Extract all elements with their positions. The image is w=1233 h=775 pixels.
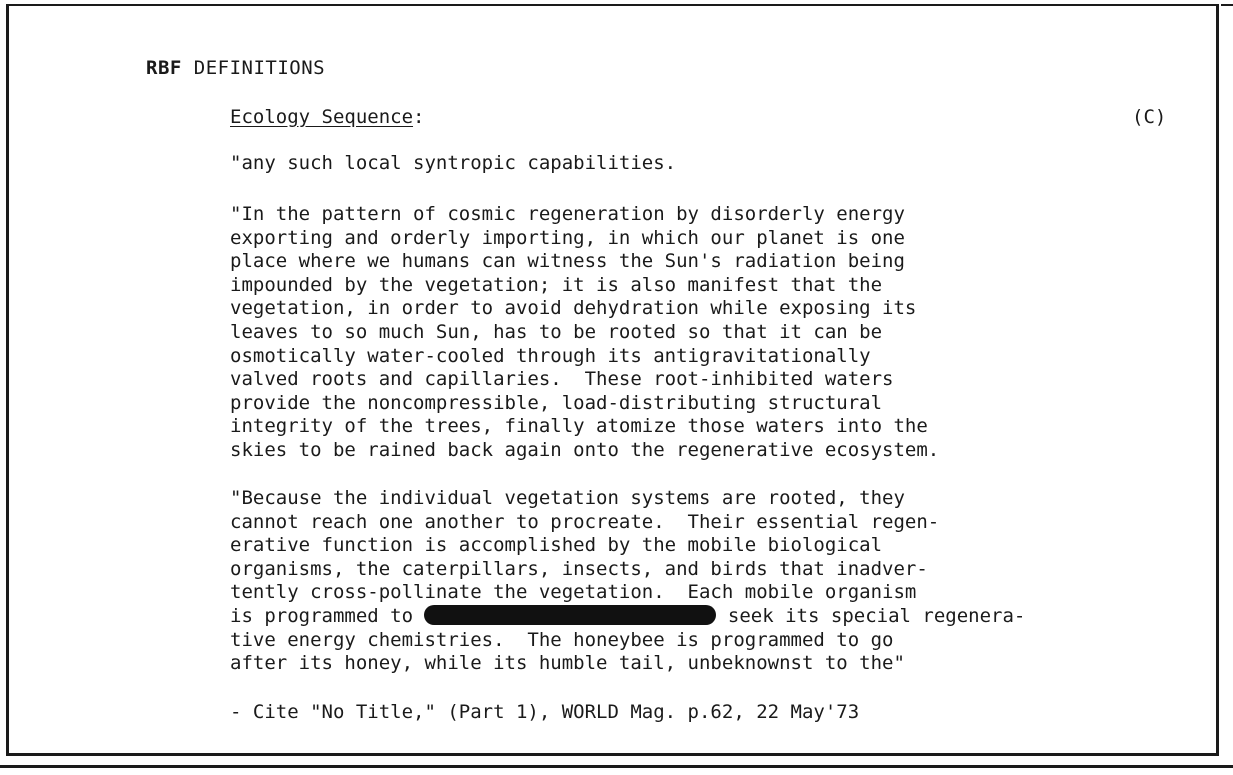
text-line: after its honey, while its humble tail, unbeknownst to the" xyxy=(230,652,905,675)
text-line: valved roots and capillaries. These root-inhibited waters xyxy=(230,368,894,391)
text-line: tently cross-pollinate the vegetation. Each mobile organism xyxy=(230,581,917,604)
text-line: place where we humans can witness the Sun's radiation being xyxy=(230,250,905,273)
page-edge-bottom xyxy=(0,765,1233,768)
text-line: "any such local syntropic capabilities. xyxy=(230,152,677,174)
text-line: provide the noncompressible, load-distributing structural xyxy=(230,391,883,414)
paragraph-3 xyxy=(230,487,1025,676)
page-edge-top xyxy=(1221,4,1233,6)
text-line: cannot reach one another to procreate. Their essential regen- xyxy=(230,510,940,533)
text-line: exporting and orderly importing, in which our planet is one xyxy=(230,226,905,249)
section-marker: (C) xyxy=(1132,106,1167,128)
text-line: is programmed to xyxy=(230,604,414,627)
paragraph-1 xyxy=(230,152,676,176)
text-line: "In the pattern of cosmic regeneration by disorderly energy xyxy=(230,203,905,225)
text-line: skies to be rained back again onto the regenerative ecosystem. xyxy=(230,438,940,461)
paragraph-2 xyxy=(230,203,939,463)
text-line: impounded by the vegetation; it is also manifest that the xyxy=(230,273,883,296)
citation: - Cite "No Title," (Part 1), WORLD Mag. p.62, 22 May'73 xyxy=(230,701,860,723)
header-prefix: RBF xyxy=(146,57,182,79)
redaction-bar xyxy=(424,605,716,625)
text-line: "Because the individual vegetation systems are rooted, they xyxy=(230,487,905,509)
header-title: DEFINITIONS xyxy=(181,57,326,79)
text-line: leaves to so much Sun, has to be rooted so that it can be xyxy=(230,320,883,343)
document-header xyxy=(146,57,325,79)
text-line: organisms, the caterpillars, insects, and birds that inadver- xyxy=(230,557,928,580)
text-line: erative function is accomplished by the mobile biological xyxy=(230,534,883,557)
text-line: tive energy chemistries. The honeybee is programmed to go xyxy=(230,628,894,651)
heading-suffix: : xyxy=(413,106,425,128)
text-line: integrity of the trees, finally atomize those waters into the xyxy=(230,415,928,438)
text-line: osmotically water-cooled through its antigravitationally xyxy=(230,344,871,367)
heading-text: Ecology Sequence xyxy=(230,106,414,128)
text-line-suffix: seek its special regenera- xyxy=(716,604,1026,627)
entry-heading xyxy=(230,106,424,128)
text-line: vegetation, in order to avoid dehydration while exposing its xyxy=(230,297,917,320)
